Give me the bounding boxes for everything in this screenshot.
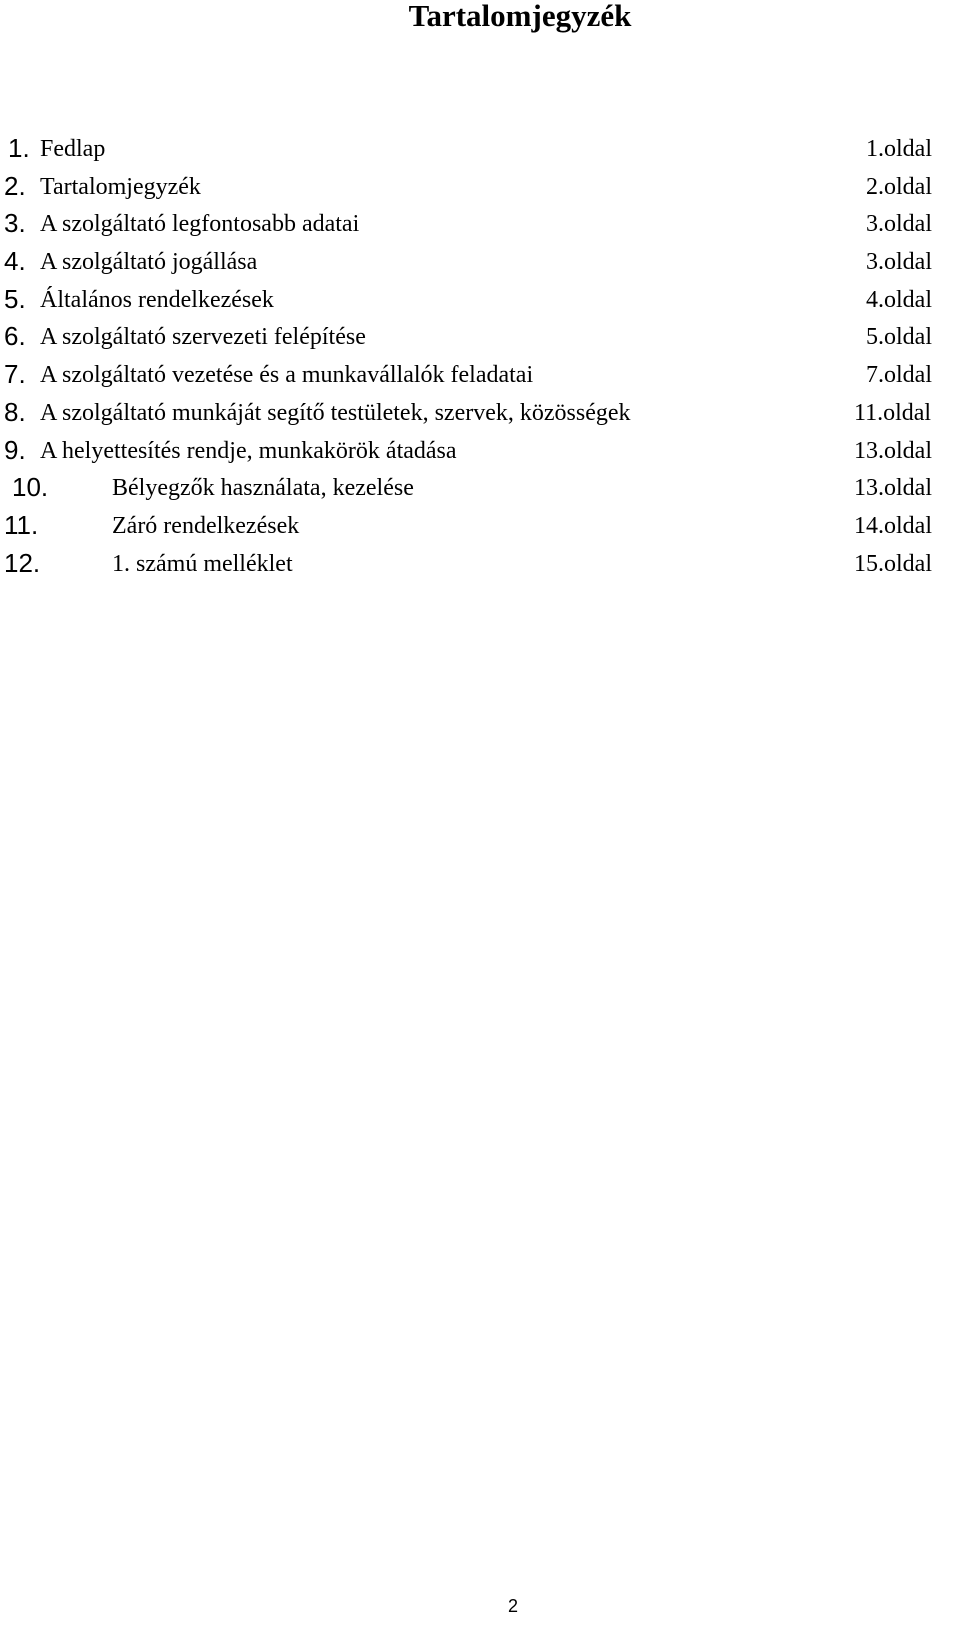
toc-item	[0, 508, 960, 546]
toc-item-number: 8.	[4, 396, 26, 427]
toc-item-title: Tartalomjegyzék	[40, 173, 201, 200]
toc-item	[0, 395, 960, 433]
toc-item	[0, 282, 960, 320]
toc-item-page: 1.oldal	[866, 136, 932, 162]
toc-item-number: 5.	[4, 283, 26, 314]
toc-item-title: A szolgáltató vezetése és a munkavállalók feladatai	[40, 362, 534, 389]
toc-item-title: Záró rendelkezések	[112, 512, 300, 539]
toc-item-page: 7.oldal	[866, 362, 932, 389]
toc-item-title: 1. számú melléklet	[112, 550, 293, 577]
toc-item-title: Általános rendelkezések	[40, 286, 274, 313]
toc-item-title: Fedlap	[40, 136, 106, 162]
page-title: Tartalomjegyzék	[408, 0, 632, 33]
page-number: 2	[508, 1596, 519, 1616]
toc-item-number: 9.	[4, 434, 26, 465]
toc-item-title: A helyettesítés rendje, munkakörök átadása	[40, 437, 457, 464]
toc-item-title: A szolgáltató jogállása	[40, 249, 258, 276]
toc-item	[0, 169, 960, 207]
toc-item-page: 3.oldal	[866, 249, 932, 276]
toc-item-number: 4.	[4, 246, 26, 277]
toc-item	[0, 319, 960, 357]
table-of-contents	[0, 131, 960, 583]
toc-item	[0, 131, 960, 169]
toc-item-number: 7.	[4, 359, 26, 390]
toc-item-number: 6.	[4, 321, 26, 352]
toc-item-title: A szolgáltató legfontosabb adatai	[40, 211, 360, 238]
toc-item	[0, 546, 960, 584]
toc-item-page: 11.oldal	[854, 399, 932, 426]
toc-item-number: 2.	[4, 170, 26, 201]
toc-item-title: A szolgáltató szervezeti felépítése	[40, 324, 366, 351]
toc-item-number: 11.	[4, 509, 39, 540]
toc-item-page: 15.oldal	[854, 550, 932, 577]
toc-item-page: 13.oldal	[854, 437, 932, 464]
toc-item-title: A szolgáltató munkáját segítő testületek, szervek, közösségek	[40, 399, 631, 426]
toc-item-title: Bélyegzők használata, kezelése	[112, 475, 414, 502]
toc-item-page: 13.oldal	[854, 475, 932, 502]
toc-item	[0, 470, 960, 508]
toc-item-number: 1.	[8, 133, 30, 163]
toc-item-page: 3.oldal	[866, 211, 932, 238]
toc-item	[0, 433, 960, 471]
toc-item-number: 10.	[12, 472, 49, 503]
toc-item-page: 5.oldal	[866, 324, 932, 351]
toc-item	[0, 206, 960, 244]
toc-item-page: 4.oldal	[866, 286, 932, 313]
toc-item-number: 12.	[4, 547, 41, 578]
toc-item-page: 2.oldal	[866, 173, 932, 200]
toc-item-page: 14.oldal	[854, 512, 932, 539]
toc-item	[0, 357, 960, 395]
toc-item	[0, 244, 960, 282]
toc-item-number: 3.	[4, 208, 26, 239]
